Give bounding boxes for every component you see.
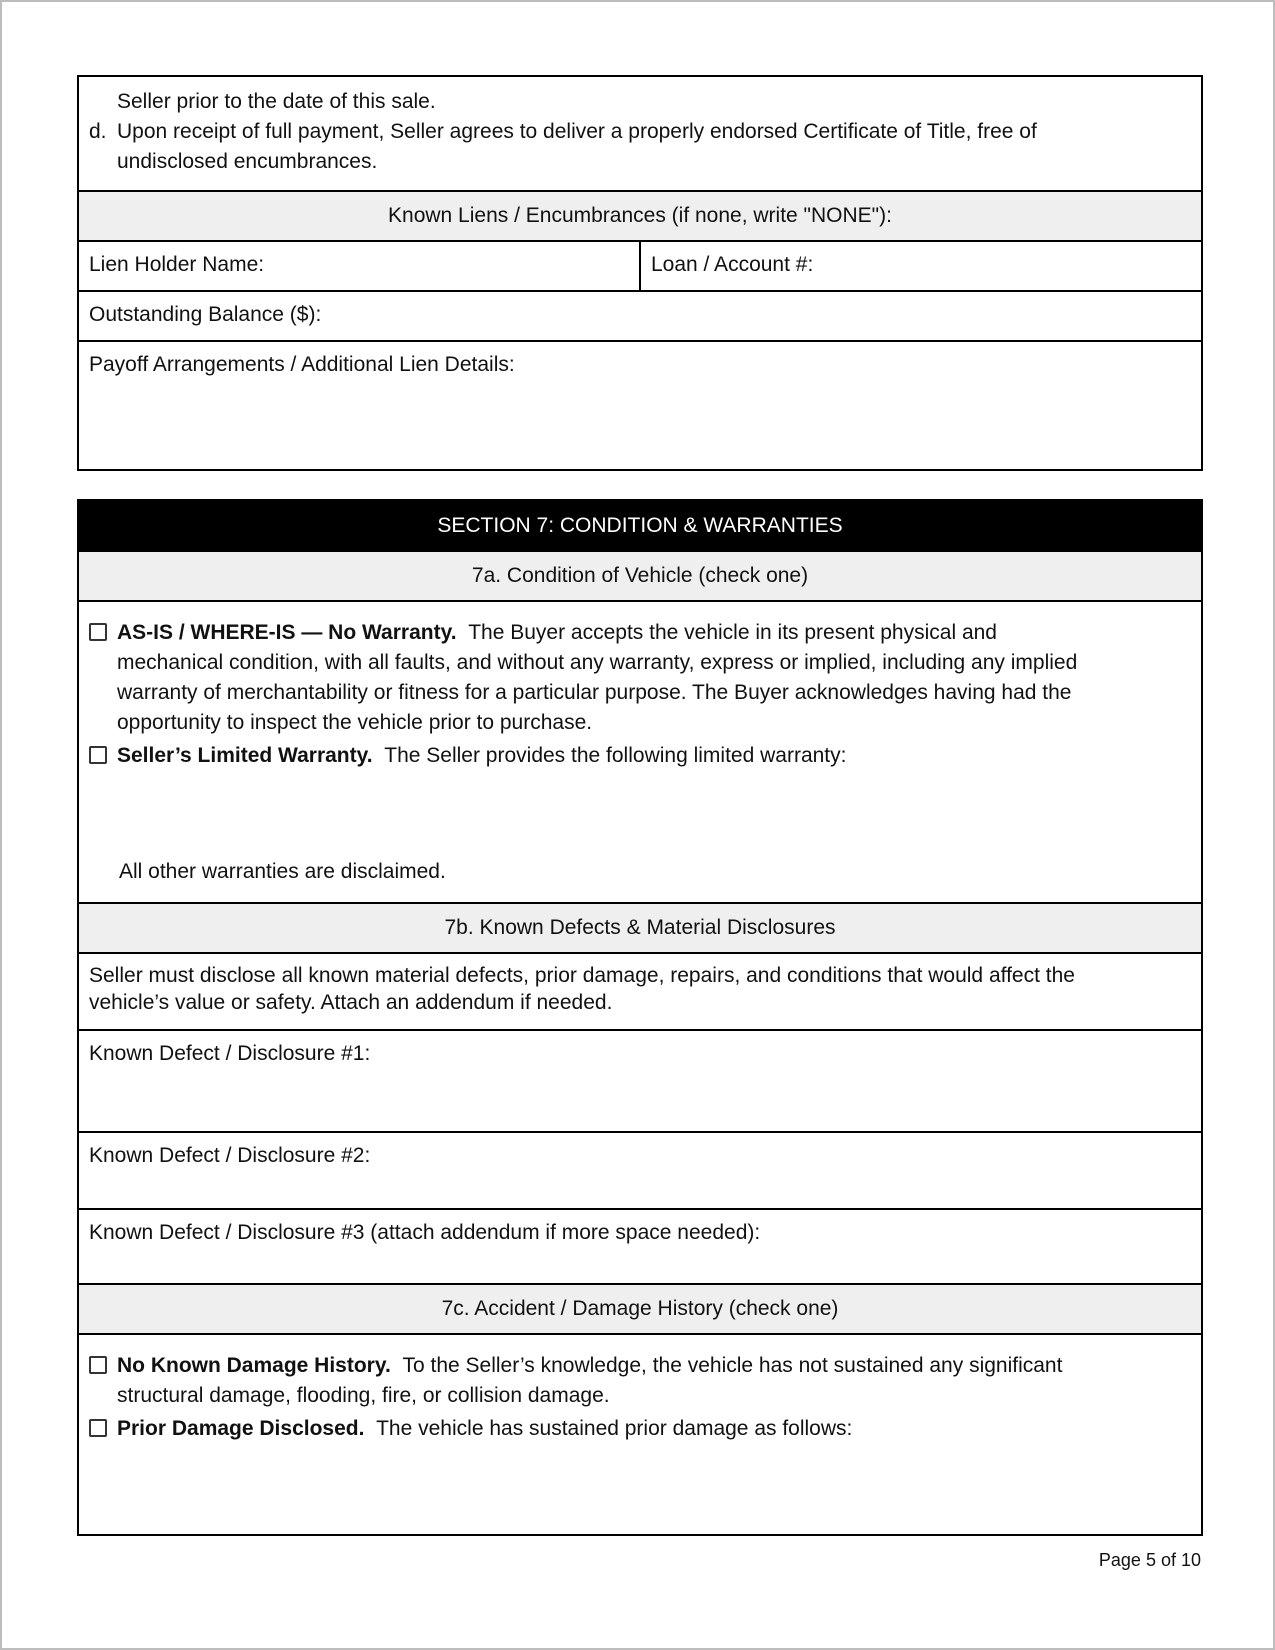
defect2-field[interactable] — [79, 1133, 1201, 1210]
section7-title: SECTION 7: CONDITION & WARRANTIES — [79, 501, 1201, 552]
asis-text-4: opportunity to inspect the vehicle prior to purchase. — [117, 711, 593, 734]
prior-damage-bold: Prior Damage Disclosed. — [117, 1417, 365, 1440]
clause-c-continuation: Seller prior to the date of this sale. — [117, 90, 436, 113]
prior-damage-checkbox[interactable] — [89, 1419, 107, 1437]
page-number: Page 5 of 10 — [1098, 1550, 1201, 1570]
defect2-label: Known Defect / Disclosure #2: — [89, 1144, 371, 1167]
section7-box — [77, 499, 1203, 1536]
clause-d-marker: d. — [89, 120, 107, 143]
payoff-label: Payoff Arrangements / Additional Lien Details: — [89, 353, 515, 376]
no-damage-bold: No Known Damage History. — [117, 1354, 391, 1377]
defect3-field[interactable] — [79, 1210, 1201, 1285]
section7c-header: 7c. Accident / Damage History (check one) — [79, 1285, 1201, 1335]
section7c-body — [79, 1335, 1201, 1534]
warranty-disclaimer: All other warranties are disclaimed. — [119, 860, 446, 883]
no-damage-text-1: To the Seller’s knowledge, the vehicle has not sustained any significant — [402, 1354, 1063, 1377]
limited-warranty-checkbox[interactable] — [89, 746, 107, 764]
limited-warranty-text: The Seller provides the following limited warranty: — [384, 744, 847, 767]
loan-account-field[interactable] — [641, 242, 1201, 290]
lien-holder-field[interactable] — [79, 242, 641, 290]
instructions-line1: Seller must disclose all known material defects, prior damage, repairs, and conditions that would affect the — [89, 964, 1075, 987]
section7b-instructions — [79, 954, 1201, 1031]
clause-continuation — [79, 77, 1201, 192]
section7a-body — [79, 602, 1201, 904]
liens-header: Known Liens / Encumbrances (if none, write "NONE"): — [79, 192, 1201, 242]
asis-text-1: The Buyer accepts the vehicle in its present physical and — [468, 621, 997, 644]
prior-damage-text: The vehicle has sustained prior damage as follows: — [376, 1417, 853, 1440]
no-damage-option — [79, 1351, 1201, 1411]
defect3-label: Known Defect / Disclosure #3 (attach addendum if more space needed): — [89, 1221, 761, 1244]
defect1-field[interactable] — [79, 1031, 1201, 1133]
asis-option — [79, 618, 1201, 738]
outstanding-balance-field[interactable] — [79, 292, 1201, 342]
section7a-header: 7a. Condition of Vehicle (check one) — [79, 552, 1201, 602]
asis-text-2: mechanical condition, with all faults, and without any warranty, express or implied, including any implied — [117, 651, 1078, 674]
payoff-field[interactable] — [79, 342, 1201, 469]
limited-warranty-bold: Seller’s Limited Warranty. — [117, 744, 373, 767]
section7b-header: 7b. Known Defects & Material Disclosures — [79, 904, 1201, 954]
clause-d-text-line2: undisclosed encumbrances. — [117, 150, 378, 173]
no-damage-text-2: structural damage, flooding, fire, or collision damage. — [117, 1384, 610, 1407]
clause-d — [79, 117, 1201, 177]
limited-warranty-option — [79, 741, 1201, 771]
prior-damage-option — [79, 1414, 1201, 1444]
clause-d-text-line1: Upon receipt of full payment, Seller agrees to deliver a properly endorsed Certificate of Title, free of — [117, 120, 1037, 143]
lien-holder-label: Lien Holder Name: — [89, 253, 265, 276]
loan-account-label: Loan / Account #: — [651, 253, 814, 276]
instructions-line2: vehicle’s value or safety. Attach an addendum if needed. — [89, 991, 613, 1014]
no-damage-checkbox[interactable] — [89, 1356, 107, 1374]
asis-checkbox[interactable] — [89, 623, 107, 641]
defect1-label: Known Defect / Disclosure #1: — [89, 1042, 371, 1065]
lien-holder-row — [79, 242, 1201, 292]
asis-text-3: warranty of merchantability or fitness for a particular purpose. The Buyer acknowledges having had the — [117, 681, 1072, 704]
asis-bold: AS-IS / WHERE-IS — No Warranty. — [117, 621, 457, 644]
outstanding-balance-label: Outstanding Balance ($): — [89, 303, 322, 326]
liens-box — [77, 75, 1203, 471]
